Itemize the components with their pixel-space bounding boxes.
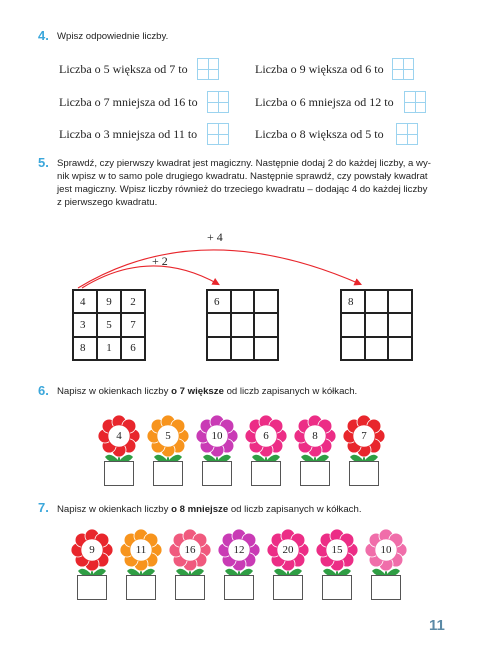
arrow-plus-2 xyxy=(82,266,218,288)
task-4-number: 4. xyxy=(38,28,49,43)
flower xyxy=(70,528,114,602)
flower-number: 12 xyxy=(233,544,245,556)
square-cell: 6 xyxy=(207,290,231,313)
instruction-bold: o 7 większe xyxy=(171,386,224,397)
instruction-bold: o 8 mniejsze xyxy=(171,504,229,515)
square-cell: 8 xyxy=(73,337,97,360)
flower xyxy=(195,414,239,488)
square-cell: 5 xyxy=(97,313,121,336)
flower xyxy=(364,528,408,602)
task-5-number: 5. xyxy=(38,155,49,170)
instruction-line: Sprawdź, czy pierwszy kwadrat jest magiczny. Następnie dodaj 2 do każdej liczby, a wy- xyxy=(57,158,431,169)
square-cell: 9 xyxy=(97,290,121,313)
instruction-text: od liczb zapisanych w kółkach. xyxy=(228,504,362,515)
magic-square-2 xyxy=(206,289,279,361)
answer-box[interactable] xyxy=(322,575,352,600)
instruction-text: Napisz w okienkach liczby xyxy=(57,386,172,397)
square-cell: 1 xyxy=(97,337,121,360)
instruction-line: z pierwszego kwadratu. xyxy=(57,197,158,208)
task-6-number: 6. xyxy=(38,383,49,398)
answer-box[interactable] xyxy=(202,461,232,486)
instruction-line: nik wpisz w to samo pole drugiego kwadratu. Następnie sprawdź, czy powstały kwadrat xyxy=(57,171,428,182)
flower xyxy=(97,414,141,488)
task-4-equation-6: Liczba o 8 większa od 5 to xyxy=(255,127,384,141)
task-4-equation-3: Liczba o 3 mniejsza od 11 to xyxy=(59,127,198,141)
answer-box[interactable] xyxy=(197,58,219,80)
task-6-instruction xyxy=(57,385,357,398)
instruction-line: jest magiczny. Wpisz liczby również do trzeciego kwadratu – dodając 4 do każdej liczby xyxy=(57,184,428,195)
arrow-label-plus-2: + 2 xyxy=(152,254,168,268)
square-cell-empty[interactable] xyxy=(365,313,389,336)
task-4-equation-4: Liczba o 9 większa od 6 to xyxy=(255,62,384,76)
square-cell-empty[interactable] xyxy=(254,337,278,360)
flower xyxy=(119,528,163,602)
answer-box[interactable] xyxy=(371,575,401,600)
arrow-label-plus-4: + 4 xyxy=(207,230,223,244)
flower xyxy=(244,414,288,488)
square-cell-empty[interactable] xyxy=(254,313,278,336)
arrow-plus-4 xyxy=(78,250,360,288)
magic-square-3 xyxy=(340,289,413,361)
answer-box[interactable] xyxy=(153,461,183,486)
flower-number: 5 xyxy=(165,430,171,442)
square-cell: 4 xyxy=(73,290,97,313)
flower-number: 11 xyxy=(135,544,147,556)
answer-box[interactable] xyxy=(175,575,205,600)
instruction-text: od liczb zapisanych w kółkach. xyxy=(223,386,358,397)
answer-box[interactable] xyxy=(104,461,134,486)
flower xyxy=(293,414,337,488)
flower xyxy=(266,528,310,602)
square-cell-empty[interactable] xyxy=(341,337,365,360)
answer-box[interactable] xyxy=(207,123,229,145)
square-cell-empty[interactable] xyxy=(388,313,412,336)
task-7-instruction xyxy=(57,503,361,516)
answer-box[interactable] xyxy=(207,91,229,113)
square-cell-empty[interactable] xyxy=(207,313,231,336)
square-cell: 8 xyxy=(341,290,365,313)
answer-box[interactable] xyxy=(396,123,418,145)
square-cell-empty[interactable] xyxy=(231,290,255,313)
square-cell-empty[interactable] xyxy=(388,290,412,313)
flower-number: 7 xyxy=(361,430,367,442)
answer-box[interactable] xyxy=(404,91,426,113)
task-4-instruction: Wpisz odpowiednie liczby. xyxy=(57,31,169,42)
flower-number: 4 xyxy=(116,430,122,442)
square-cell: 3 xyxy=(73,313,97,336)
square-cell-empty[interactable] xyxy=(365,337,389,360)
flower-number: 15 xyxy=(331,544,343,556)
page-number: 11 xyxy=(429,617,445,634)
square-cell-empty[interactable] xyxy=(365,290,389,313)
instruction-text: Napisz w okienkach liczby xyxy=(57,504,172,515)
answer-box[interactable] xyxy=(392,58,414,80)
square-cell-empty[interactable] xyxy=(207,337,231,360)
square-cell-empty[interactable] xyxy=(231,337,255,360)
task-5-instruction xyxy=(57,157,457,209)
square-cell: 6 xyxy=(121,337,145,360)
flower-number: 20 xyxy=(282,544,294,556)
task-4-equation-2: Liczba o 7 mniejsza od 16 to xyxy=(59,95,198,109)
answer-box[interactable] xyxy=(224,575,254,600)
task-4-equation-1: Liczba o 5 większa od 7 to xyxy=(59,62,188,76)
flower xyxy=(168,528,212,602)
flower xyxy=(217,528,261,602)
flower-number: 16 xyxy=(184,544,196,556)
answer-box[interactable] xyxy=(126,575,156,600)
answer-box[interactable] xyxy=(300,461,330,486)
flower xyxy=(342,414,386,488)
square-cell-empty[interactable] xyxy=(341,313,365,336)
flower-number: 10 xyxy=(211,430,223,442)
answer-box[interactable] xyxy=(251,461,281,486)
flower-number: 6 xyxy=(263,430,269,442)
flower-number: 10 xyxy=(380,544,392,556)
flower xyxy=(315,528,359,602)
task-4-equation-5: Liczba o 6 mniejsza od 12 to xyxy=(255,95,394,109)
answer-box[interactable] xyxy=(349,461,379,486)
magic-square-1 xyxy=(72,289,146,361)
square-cell: 7 xyxy=(121,313,145,336)
task-7-number: 7. xyxy=(38,500,49,515)
square-cell-empty[interactable] xyxy=(388,337,412,360)
square-cell-empty[interactable] xyxy=(254,290,278,313)
arrows-diagram xyxy=(0,220,484,300)
square-cell: 2 xyxy=(121,290,145,313)
flower-number: 9 xyxy=(89,544,95,556)
answer-box[interactable] xyxy=(273,575,303,600)
flower xyxy=(146,414,190,488)
flower-number: 8 xyxy=(312,430,318,442)
answer-box[interactable] xyxy=(77,575,107,600)
square-cell-empty[interactable] xyxy=(231,313,255,336)
